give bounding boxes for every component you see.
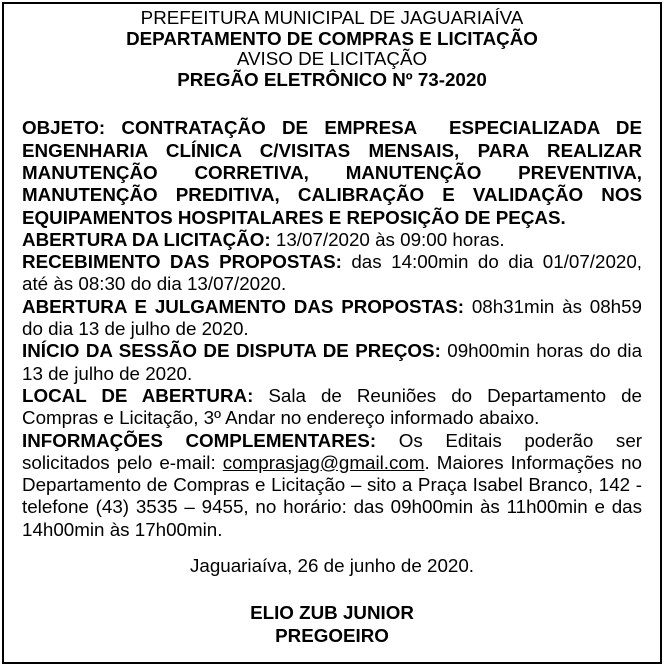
- signature-title: PREGOEIRO: [275, 624, 389, 646]
- local-abertura-text: Sala de Reuniões do Departamento de Compras e Licitação, 3º Andar no endereço informado abaixo.: [22, 384, 642, 429]
- objeto-label: OBJETO:: [22, 117, 106, 139]
- paragraph-objeto: [22, 117, 642, 228]
- paragraph-recebimento-propostas: [22, 251, 642, 296]
- paragraph-abertura-julgamento: [22, 296, 642, 341]
- informacoes-label: INFORMAÇÕES COMPLEMENTARES:: [22, 429, 377, 451]
- document-body: [22, 117, 642, 541]
- recebimento-propostas-text: das 14:00min do dia 01/07/2020, até às 08:30 do dia 13/07/2020.: [22, 251, 643, 295]
- paragraph-local-abertura: [22, 385, 642, 430]
- objeto-text: CONTRATAÇÃO DE EMPRESA ESPECIALIZADA DE ENGENHARIA CLÍNICA C/VISITAS MENSAIS, PARA REALIZAR MANUTENÇÃO CORRETIVA, MANUTENÇÃO PREVENTIVA, MANUTENÇÃO PREDITIVA, CALIBRAÇÃO E VALIDAÇÃO NOS EQUIPAMENTOS HOSPITALARES E REPOSIÇÃO DE PEÇAS.: [22, 117, 642, 228]
- document-header: [22, 8, 642, 90]
- local-abertura-label: LOCAL DE ABERTURA:: [22, 384, 254, 406]
- header-department: DEPARTAMENTO DE COMPRAS E LICITAÇÃO: [126, 27, 538, 49]
- abertura-licitacao-text: 13/07/2020 às 09:00 horas.: [275, 228, 505, 250]
- email-link[interactable]: comprasjag@gmail.com: [222, 451, 425, 473]
- header-notice-type: AVISO DE LICITAÇÃO: [236, 48, 428, 70]
- recebimento-propostas-label: RECEBIMENTO DAS PROPOSTAS:: [22, 251, 342, 273]
- inicio-disputa-label: INÍCIO DA SESSÃO DE DISPUTA DE PREÇOS:: [22, 340, 441, 362]
- paragraph-inicio-disputa: [22, 340, 642, 385]
- abertura-licitacao-label: ABERTURA DA LICITAÇÃO:: [22, 228, 271, 250]
- abertura-julgamento-text: 08h31min às 08h59 do dia 13 de julho de 2020.: [22, 295, 642, 340]
- signature-name: ELIO ZUB JUNIOR: [250, 602, 414, 624]
- paragraph-abertura-licitacao: [22, 229, 642, 251]
- document-border-frame: [2, 2, 662, 664]
- header-municipality: PREFEITURA MUNICIPAL DE JAGUARIAÍVA: [140, 7, 524, 28]
- paragraph-informacoes-complementares: [22, 430, 642, 541]
- informacoes-text-before-email: Os Editais poderão ser solicitados pelo e-mail:: [22, 429, 643, 473]
- dateline: Jaguariaíva, 26 de junho de 2020.: [189, 555, 475, 577]
- header-auction-title: PREGÃO ELETRÔNICO Nº 73-2020: [177, 68, 487, 90]
- abertura-julgamento-label: ABERTURA E JULGAMENTO DAS PROPOSTAS:: [22, 295, 465, 317]
- informacoes-text-after-email: . Maiores Informações no Departamento de Compras e Licitação – sito a Praça Isabel Branco, 142 - telefone (43) 3535 – 9455, no horário: das 09h00min às 11h00min e das 14h00min às 17h00min.: [22, 451, 642, 540]
- inicio-disputa-text: 09h00min horas do dia 13 de julho de 2020.: [22, 340, 643, 384]
- document-footer: [22, 555, 642, 647]
- signature-block: [22, 602, 642, 647]
